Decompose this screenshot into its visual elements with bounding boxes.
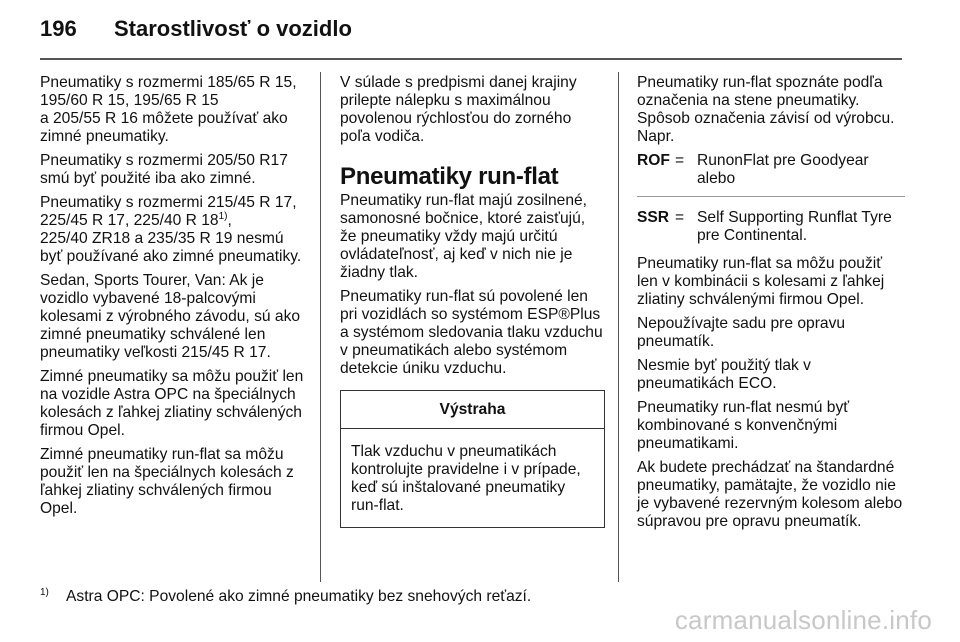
abbr-equals: = (675, 152, 685, 169)
paragraph-runflat-marking: Pneumatiky run-flat spoznáte podľa označenia na stene pneumatiky. Spôsob označenia závisí od výrobcu. Napr. (637, 74, 895, 145)
text-sizes-a: Pneumatiky s rozmermi 185/65 R 15, 195/60 R 15, 195/65 R 15 (40, 74, 297, 109)
paragraph-no-repair-kit: Nepoužívajte sadu pre opravu pneumatík. (637, 315, 846, 350)
paragraph-runflat-winter: Zimné pneumatiky run-flat sa môžu použiť len na špeciálnych kolesách z ľahkej zliatiny schválených firmou Opel. (40, 446, 294, 517)
column-divider-2 (618, 72, 619, 582)
paragraph-not-winter (40, 194, 310, 266)
watermark: carmanualsonline.info (674, 605, 932, 635)
page-header (40, 16, 352, 42)
column-1 (40, 74, 310, 524)
paragraph-sedan: Sedan, Sports Tourer, Van: Ak je vozidlo vybavené 18-palcovými kolesami z výrobného závodu, sú ako zimné pneumatiky schválené len pneumatiky veľkosti 215/45 R 17. (40, 272, 301, 361)
abbr-value: RunonFlat pre Goodyear alebo (697, 152, 869, 187)
abbr-row-ssr (637, 209, 905, 245)
abbr-row-rof (637, 152, 905, 188)
warning-body: Tlak vzduchu v pneumatikách kontrolujte pravidelne i v prípade, keď sú inštalované pneumatiky run-flat. (351, 443, 581, 514)
text-comma: , (227, 212, 232, 229)
paragraph-runflat-esp: Pneumatiky run-flat sú povolené len pri vozidlách so systémom ESP®Plus a systémom sledovania tlaku vzduchu v pneumatikách alebo systémom detekcie úniku vzduchu. (340, 288, 603, 377)
column-2 (340, 74, 605, 528)
paragraph-no-eco: Nesmie byť použitý tlak v pneumatikách ECO. (637, 357, 811, 392)
paragraph-205-50: Pneumatiky s rozmermi 205/50 R17 smú byť použité iba ako zimné. (40, 152, 288, 187)
paragraph-no-mix: Pneumatiky run-flat nesmú byť kombinované s konvenčnými pneumatikami. (637, 399, 850, 452)
header-rule (40, 58, 902, 60)
abbr-equals: = (675, 209, 685, 226)
paragraph-tire-sizes (40, 74, 310, 146)
abbr-value: Self Supporting Runflat Tyre pre Continental. (697, 209, 892, 244)
column-divider-1 (320, 72, 321, 582)
abbr-key: SSR (637, 209, 670, 226)
text-sizes-b: a 205/55 R 16 môžete používať ako zimné pneumatiky. (40, 110, 288, 145)
warning-title: Výstraha (341, 391, 604, 429)
warning-box (340, 390, 605, 528)
text-not-winter-b: 225/40 ZR18 a 235/35 R 19 nesmú byť používané ako zimné pneumatiky. (40, 230, 302, 265)
section-heading-runflat: Pneumatiky run-flat (340, 163, 559, 190)
footnote-mark: 1) (40, 587, 49, 598)
paragraph-astra-opc: Zimné pneumatiky sa môžu použiť len na vozidle Astra OPC na špeciálnych kolesách z ľahkej zliatiny schválených firmou Opel. (40, 368, 304, 439)
column-3 (637, 74, 905, 537)
footnote-ref[interactable]: 1) (218, 210, 228, 222)
abbr-key: ROF (637, 152, 670, 169)
paragraph-speed-sticker: V súlade s predpismi danej krajiny prilepte nálepku s maximálnou povolenou rýchlosťou do zorného poľa vodiča. (340, 74, 577, 145)
footnote (40, 587, 531, 606)
page-title: Starostlivosť o vozidlo (114, 16, 352, 41)
page-number: 196 (40, 16, 77, 41)
paragraph-runflat-desc: Pneumatiky run-flat majú zosilnené, samonosné bočnice, ktoré zaisťujú, že pneumatiky vždy majú určitú ovládateľnosť, aj keď v nich nie je žiadny tlak. (340, 192, 588, 281)
abbr-divider (637, 196, 905, 197)
paragraph-alloy-only: Pneumatiky run-flat sa môžu použiť len v kombinácii s kolesami z ľahkej zliatiny schválenými firmou Opel. (637, 255, 885, 308)
paragraph-switch-standard: Ak budete prechádzať na štandardné pneumatiky, pamätajte, že vozidlo nie je vybavené rezervným kolesom alebo súpravou pre opravu pneumatík. (637, 459, 903, 530)
text-not-winter-a: Pneumatiky s rozmermi 215/45 R 17, 225/45 R 17, 225/40 R 18 (40, 194, 297, 229)
footnote-text: Astra OPC: Povolené ako zimné pneumatiky bez snehových reťazí. (66, 588, 532, 606)
